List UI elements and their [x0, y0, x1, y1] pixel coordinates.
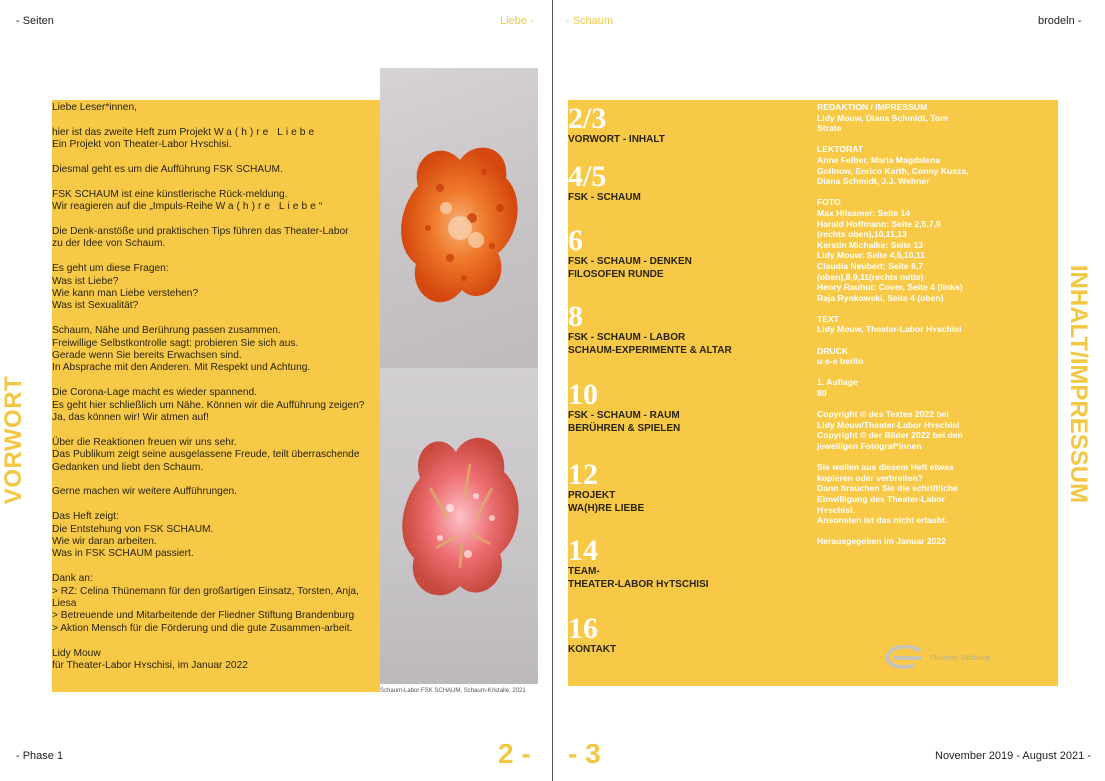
impressum-section: DRUCK u-s-e berlin — [817, 345, 864, 367]
toc-page-number: 16 — [568, 612, 598, 645]
vorwort-paragraph — [52, 127, 382, 152]
toc-page-number: 10 — [568, 378, 598, 411]
page-gutter — [552, 0, 553, 781]
header-left-inner: Liebe - — [500, 15, 534, 27]
toc-page-number: 14 — [568, 534, 598, 567]
impressum-section: Herausgegeben im Januar 2022 — [817, 536, 946, 547]
page-number-right: - 3 — [568, 738, 601, 769]
toc-label: FSK - SCHAUM — [568, 192, 641, 203]
vorwort-paragraph: Über die Reaktionen freuen wir uns sehr. Das Publikum zeigt seine ausgelassene Freude, teilt überraschende Gedanken und liebt den Schaum. — [52, 436, 360, 473]
toc-label: FSK - SCHAUM - RAUM BERÜHREN & SPIELEN — [568, 410, 681, 434]
impressum-section: REDAKTION / IMPRESSUM Lidy Mouw, Diana Schmidt, Tom Strate — [817, 102, 948, 134]
fliedner-logo — [884, 645, 990, 669]
magazine-spread: - Seiten Liebe - - Schaum brodeln - Liebe Leser*innen, hier ist das zweite Heft zum Projekt Wa(h)re Liebe Ein Projekt von Theater-Labor Hʏschisi. Diesmal geht es um die Aufführung FSK SCHAUM. FSK SCHAUM ist eine künstlerische Rück-meldung. Wir reagieren auf die „Impuls-Reihe Wa(h)re Liebe“ Die Denk-anstöße und praktischen Tips führen das Theater-Labor zu der Idee von Schaum. Es geht um diese Fragen: Was ist Liebe? Wie kann man Liebe verstehen? Was ist Sexualität? Schaum, Nähe und Berührung passen zusammen. Freiwillige Selbstkontrolle sagt: probieren Sie sich aus. Gerade wenn Sie bereits Erwachsen sind. In Absprache mit den Anderen. Mit Respekt und Achtung. Die Corona-Lage macht es wieder spannend. Es geht hier schließlich um Nähe. Können wir die Aufführung zeigen? Ja, das können wir! Wir atmen auf! Über die Reaktionen freuen wir uns sehr. Das Publikum zeigt seine ausgelassene Freude, teilt überraschende Gedanken und liebt den Schaum. Gerne machen wir weitere Aufführungen. Das Heft zeigt: Die Entstehung von FSK SCHAUM. Wie wir daran arbeiten. Was in FSK SCHAUM passiert. Dank an: > RZ: Celina Thünemann für den großartigen Einsatz, Torsten, Anja, Liesa > Betreuende und Mitarbeitende der Fliedner Stiftung Brandenburg > Aktion Mensch für die Förderung und die gute Zusammen-arbeit. Lidy Mouw für Theater-Labor Hʏschisi, im Januar 2022 VORWORT Schaum-Labor FSK SCHAUM, Schaum-Kristalle, 2021 2/3 VORWORT - INHALT 4/5 FSK - SCHAUM 6 FSK - SCHAUM - DENKEN FILOSOFEN RUNDE 8 FSK - SCHAUM - LABOR SCHAUM-EXPERIMENTE & ALTAR 10 FSK - SCHAUM - RAUM BERÜHREN & SPIELEN 12 PROJEKT WA(H)RE LIEBE 14 TEAM- THEATER-LABOR HʏTSCHISI 16 KONTAKT REDAKTION / IMPRESSUM Lidy Mouw, Diana Schmidt, Tom Strate LEKTORAT Anne Felber, Maria Magdalena Gollnow, Enrico Karth, Conny Kusza, Diana Schmidt, J.J. Wehner FOTO Max Hilsamer: Seite 14 Harald Hoffmann: Seite 2,5,7,9 (rechts oben),10,11,13 Kerstin Michalke: Seite 13 Lidy Mouw: Seite 4,5,10,11 Claudia Neubert: Seite 6,7 (oben),8,9,11(rechts mitte) Henry Rauhut: Cover, Seite 4 (links) Raja Rynkowski, Seite 4 (oben) TEXT Lidy Mouw, Theater-Labor Hʏschisi DRUCK u-s-e berlin 1. Auflage 80 Copyright © des Textes 2022 bei Lidy Mouw/Theater-Labor Hʏschisi Copyright © der Bilder 2022 bei den jeweiligen Fotograf*innen Sie wollen aus diesem Heft etwas kopieren oder verbreiten? Dann brauchen Sie die schriftliche Einwilligung des Theater-Labor Hʏschisi. Ansonsten ist das nicht erlaubt. Herausgegeben im Januar 2022 INHALT/IMPRESSUM Fliedner Stiftung - Phase 1 2 - - 3 November 2019 - August 2021 - — [0, 0, 1105, 781]
project-title-spaced: Wa(h)re Liebe — [213, 126, 318, 138]
vorwort-paragraph: Die Corona-Lage macht es wieder spannend. Es geht hier schließlich um Nähe. Können wir die Aufführung zeigen? Ja, das können wir! Wir atmen auf! — [52, 387, 365, 424]
inhalt-vertical-title: INHALT/IMPRESSUM — [1065, 264, 1092, 504]
impressum-section: 1. Auflage 80 — [817, 377, 858, 399]
vorwort-paragraph: Die Denk-anstöße und praktischen Tips führen das Theater-Labor zu der Idee von Schaum. — [52, 226, 349, 250]
impressum-section: LEKTORAT Anne Felber, Maria Magdalena Gollnow, Enrico Karth, Conny Kusza, Diana Schmidt, J.J. Wehner — [817, 144, 969, 187]
impressum-section: Sie wollen aus diesem Heft etwas kopieren oder verbreiten? Dann brauchen Sie die schriftliche Einwilligung des Theater-Labor Hʏschisi. Ansonsten ist das nicht erlaubt. — [817, 462, 958, 526]
toc-label: TEAM- THEATER-LABOR HʏTSCHISI — [568, 566, 709, 590]
vorwort-paragraph: Diesmal geht es um die Aufführung FSK SCHAUM. — [52, 164, 283, 175]
project-title-spaced: Wa(h)re Liebe — [215, 201, 319, 213]
toc-entry — [568, 536, 709, 591]
header-right-inner: - Schaum — [566, 15, 614, 27]
photo-caption: Schaum-Labor FSK SCHAUM, Schaum-Kristalle, 2021 — [380, 688, 526, 694]
toc-page-number: 4/5 — [568, 160, 607, 193]
toc-entry — [568, 614, 616, 657]
vorwort-paragraph: Gerne machen wir weitere Aufführungen. — [52, 486, 237, 498]
toc-entry — [568, 226, 692, 281]
toc-entry — [568, 380, 680, 435]
toc-entry — [568, 104, 665, 147]
paragraph-text: Ein Projekt von Theater-Labor Hʏschisi. — [52, 139, 232, 151]
footer-right-outer: November 2019 - August 2021 - — [935, 750, 1091, 762]
impressum-block — [817, 102, 995, 558]
toc-entry — [568, 162, 641, 205]
pink-foam-photo — [380, 368, 538, 684]
toc-entry — [568, 460, 644, 515]
toc-page-number: 2/3 — [568, 102, 607, 135]
vorwort-body — [52, 102, 382, 685]
toc-label: VORWORT - INHALT — [568, 134, 665, 145]
foam-photo — [380, 68, 538, 684]
vorwort-paragraph: Dank an: > RZ: Celina Thünemann für den großartigen Einsatz, Torsten, Anja, Liesa > Betreuende und Mitarbeitende der Fliedner Stiftung Brandenburg > Aktion Mensch für die Förderung und die gute Zusammen-arbeit. — [52, 573, 359, 634]
toc-label: PROJEKT WA(H)RE LIEBE — [568, 490, 645, 514]
page-number-left: 2 - — [498, 738, 531, 769]
toc-entry — [568, 302, 732, 357]
toc-page-number: 12 — [568, 458, 598, 491]
header-left-outer: - Seiten — [16, 15, 54, 27]
impressum-section: TEXT Lidy Mouw, Theater-Labor Hʏschisi — [817, 313, 962, 335]
toc-label: FSK - SCHAUM - LABOR SCHAUM-EXPERIMENTE & ALTAR — [568, 332, 732, 356]
paragraph-text: FSK SCHAUM ist eine künstlerische Rück-meldung. Wir reagieren auf die „Impuls-Reihe — [52, 188, 288, 213]
vorwort-paragraph: Es geht um diese Fragen: Was ist Liebe? Wie kann man Liebe verstehen? Was ist Sexualität? — [52, 263, 199, 312]
vorwort-paragraph: Liebe Leser*innen, — [52, 102, 137, 113]
toc-page-number: 6 — [568, 224, 583, 257]
paragraph-text: “ — [318, 201, 323, 213]
paragraph-text: hier ist das zweite Heft zum Projekt — [52, 126, 214, 138]
footer-left-outer: - Phase 1 — [16, 750, 64, 762]
toc-label: KONTAKT — [568, 644, 617, 655]
vorwort-paragraph: Das Heft zeigt: Die Entstehung von FSK SCHAUM. Wie wir daran arbeiten. Was in FSK SCHAUM passiert. — [52, 511, 214, 560]
header-right-outer: brodeln - — [1038, 15, 1082, 27]
vorwort-paragraph: Lidy Mouw für Theater-Labor Hʏschisi, im Januar 2022 — [52, 647, 248, 672]
toc-page-number: 8 — [568, 300, 583, 333]
fliedner-logo-icon — [884, 645, 926, 669]
vorwort-paragraph: Schaum, Nähe und Berührung passen zusammen. Freiwillige Selbstkontrolle sagt: probieren Sie sich aus. Gerade wenn Sie bereits Erwachsen sind. In Absprache mit den Anderen. Mit Respekt und Achtung. — [52, 325, 311, 374]
fliedner-logo-text: Fliedner Stiftung — [930, 652, 990, 662]
orange-foam-photo — [380, 68, 538, 368]
impressum-section: Copyright © des Textes 2022 bei Lidy Mouw/Theater-Labor Hʏschisi Copyright © der Bilder 2022 bei den jeweiligen Fotograf*innen — [817, 409, 963, 451]
vorwort-paragraph — [52, 189, 382, 214]
toc-label: FSK - SCHAUM - DENKEN FILOSOFEN RUNDE — [568, 256, 692, 280]
impressum-section: FOTO Max Hilsamer: Seite 14 Harald Hoffmann: Seite 2,5,7,9 (rechts oben),10,11,13 Kerstin Michalke: Seite 13 Lidy Mouw: Seite 4,5,10,11 Claudia Neubert: Seite 6,7 (oben),8,9,11(rechts mitte) Henry Rauhut: Cover, Seite 4 (links) Raja Rynkowski, Seite 4 (oben) — [817, 197, 963, 303]
